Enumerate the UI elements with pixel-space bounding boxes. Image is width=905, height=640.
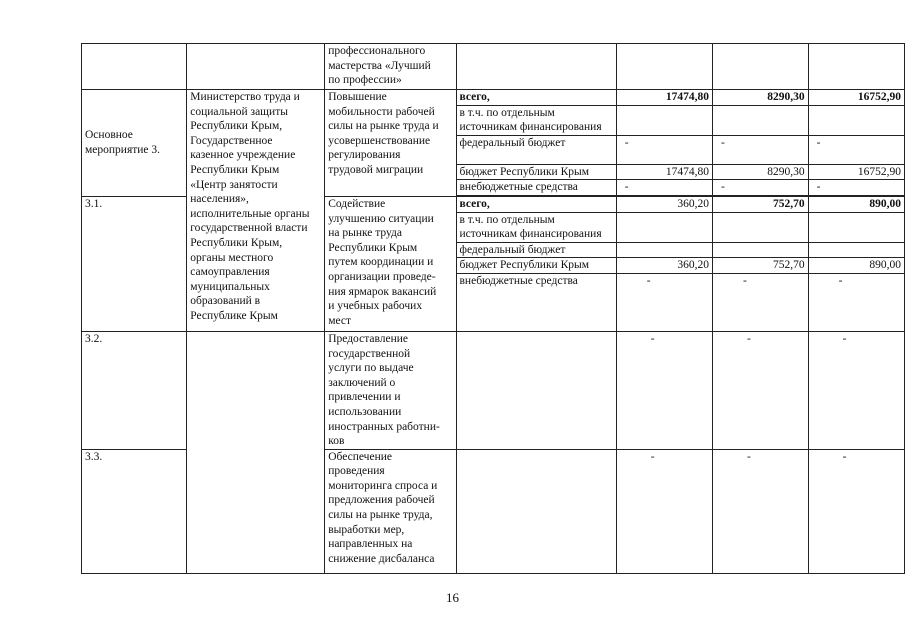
- item-number: 3.2.: [82, 331, 187, 449]
- value-2015: [616, 242, 712, 258]
- value-2017: [808, 242, 904, 258]
- value-2017: [808, 212, 904, 242]
- source-label: бюджет Республики Крым: [456, 258, 616, 274]
- table-cell: [456, 331, 616, 449]
- table-cell: [82, 44, 187, 90]
- value-2016: -: [713, 180, 809, 196]
- activity-name-cell: профессионального мастерства «Лучший по профессии»: [325, 44, 456, 90]
- item-number: 3.3.: [82, 449, 187, 573]
- value-2017: -: [808, 449, 904, 573]
- value-2015: -: [616, 449, 712, 573]
- value-2017: -: [808, 273, 904, 331]
- value-2017: -: [808, 135, 904, 164]
- source-label: федеральный бюджет: [456, 135, 616, 164]
- source-label: всего,: [456, 90, 616, 106]
- source-label: бюджет Республики Крым: [456, 164, 616, 180]
- value-2015: -: [616, 180, 712, 196]
- table-cell: [616, 44, 712, 90]
- value-2016: 8290,30: [713, 164, 809, 180]
- value-2017: [808, 105, 904, 135]
- table-row: [82, 90, 905, 106]
- value-2016: -: [713, 135, 809, 164]
- value-2016: -: [713, 449, 809, 573]
- table-cell: [187, 44, 325, 90]
- source-label: в т.ч. по отдельным источникам финансирования: [456, 105, 616, 135]
- source-label: внебюджетные средства: [456, 180, 616, 196]
- main-activity-title: Основное мероприятие 3.: [82, 90, 187, 197]
- source-label: в т.ч. по отдельным источникам финансирования: [456, 212, 616, 242]
- table-cell: [456, 449, 616, 573]
- table-cell: [456, 44, 616, 90]
- value-2016: 8290,30: [713, 90, 809, 106]
- value-2015: 17474,80: [616, 90, 712, 106]
- table-cell: [808, 44, 904, 90]
- table-row: [82, 331, 905, 449]
- source-label: всего,: [456, 196, 616, 212]
- value-2015: 360,20: [616, 196, 712, 212]
- executor-cell: Министерство труда и социальной защиты Республики Крым, Государственное казенное учреждение Республики Крым «Центр занятости населения», исполнительные органы государственной власти Республики Крым, органы местного самоуправления муниципальных образований в Республике Крым: [187, 90, 325, 332]
- value-2015: [616, 212, 712, 242]
- value-2016: 752,70: [713, 196, 809, 212]
- value-2017: 890,00: [808, 196, 904, 212]
- page-number: 16: [446, 590, 459, 605]
- activity-name-cell: Повышение мобильности рабочей силы на рынке труда и усовершенствование регулирования трудовой миграции: [325, 90, 456, 197]
- value-2016: 752,70: [713, 258, 809, 274]
- financing-table: [81, 43, 905, 574]
- value-2015: 360,20: [616, 258, 712, 274]
- value-2016: [713, 242, 809, 258]
- item-number: 3.1.: [82, 196, 187, 331]
- table-row: [82, 44, 905, 90]
- value-2016: -: [713, 273, 809, 331]
- table-cell: [187, 331, 325, 573]
- value-2016: [713, 105, 809, 135]
- activity-name-cell: Предоставление государственной услуги по выдаче заключений о привлечении и использовании иностранных работни- ков: [325, 331, 456, 449]
- source-label: федеральный бюджет: [456, 242, 616, 258]
- value-2017: -: [808, 180, 904, 196]
- value-2015: -: [616, 135, 712, 164]
- value-2017: 890,00: [808, 258, 904, 274]
- value-2015: 17474,80: [616, 164, 712, 180]
- table-cell: [713, 44, 809, 90]
- value-2016: -: [713, 331, 809, 449]
- value-2015: -: [616, 331, 712, 449]
- value-2015: [616, 105, 712, 135]
- value-2015: -: [616, 273, 712, 331]
- source-label: внебюджетные средства: [456, 273, 616, 331]
- value-2017: 16752,90: [808, 164, 904, 180]
- value-2017: -: [808, 331, 904, 449]
- activity-name-cell: Содействие улучшению ситуации на рынке труда Республики Крым путем координации и организации проведе- ния ярмарок вакансий и учебных рабочих мест: [325, 196, 456, 331]
- value-2016: [713, 212, 809, 242]
- value-2017: 16752,90: [808, 90, 904, 106]
- activity-name-cell: Обеспечение проведения мониторинга спроса и предложения рабочей силы на рынке труда, выработки мер, направленных на снижение дисбаланса: [325, 449, 456, 573]
